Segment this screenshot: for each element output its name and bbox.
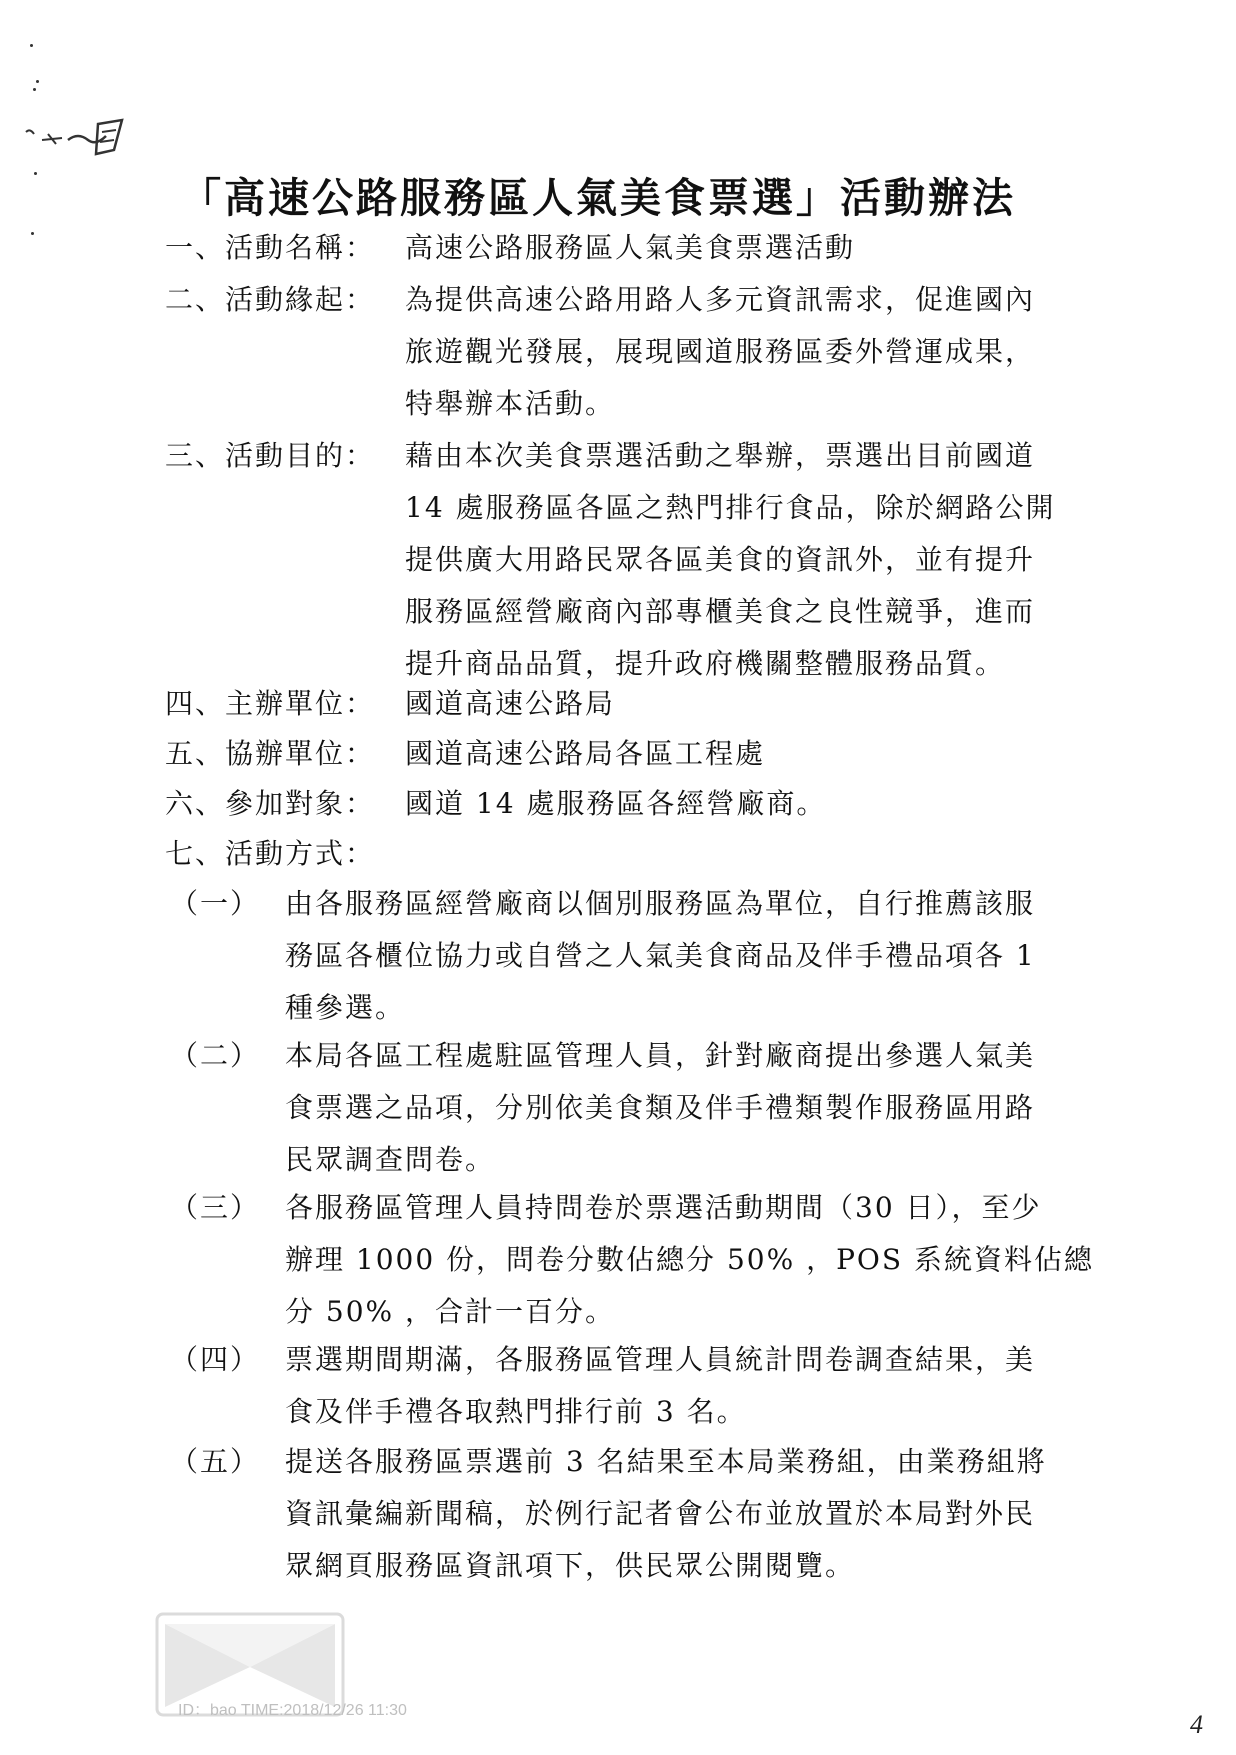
item-participants <box>165 778 1125 830</box>
scan-speck <box>34 172 37 175</box>
subitem-text: 眾網頁服務區資訊項下，供民眾公開閱覽。 <box>285 1549 856 1582</box>
item-text: 特舉辦本活動。 <box>405 387 616 420</box>
subitem-label: （二） <box>170 1039 261 1072</box>
subitem-1 <box>170 878 1130 1034</box>
subitem-label: （五） <box>170 1445 261 1478</box>
subitem-text: 食票選之品項，分別依美食類及伴手禮類製作服務區用路 <box>285 1091 1036 1124</box>
item-label: 四、主辦單位： <box>165 687 376 720</box>
subitem-text: 資訊彙編新聞稿，於例行記者會公布並放置於本局對外民 <box>285 1497 1036 1530</box>
scan-speck <box>33 88 36 91</box>
subitem-text: 各服務區管理人員持問卷於票選活動期間（30 日），至少 <box>285 1191 1042 1224</box>
subitem-text: 務區各櫃位協力或自營之人氣美食商品及伴手禮品項各 1 <box>285 939 1036 972</box>
item-text: 國道 14 處服務區各經營廠商。 <box>405 787 827 820</box>
item-text: 為提供高速公路用路人多元資訊需求，促進國內 <box>405 283 1036 316</box>
subitem-text: 辦理 1000 份，問卷分數佔總分 50% ，POS 系統資料佔總 <box>285 1243 1094 1276</box>
item-activity-origin <box>165 274 1125 430</box>
subitem-label: （四） <box>170 1343 261 1376</box>
item-text: 提升商品品質，提升政府機關整體服務品質。 <box>405 647 1006 680</box>
item-text: 高速公路服務區人氣美食票選活動 <box>405 231 856 264</box>
item-text: 藉由本次美食票選活動之舉辦，票選出目前國道 <box>405 439 1036 472</box>
subitem-text: 票選期間期滿，各服務區管理人員統計問卷調查結果，美 <box>285 1343 1036 1376</box>
subitem-4 <box>170 1334 1130 1438</box>
item-text: 14 處服務區各區之熱門排行食品，除於網路公開 <box>405 491 1056 524</box>
page-number: 4 <box>1190 1710 1203 1739</box>
subitem-text: 由各服務區經營廠商以個別服務區為單位，自行推薦該服 <box>285 887 1036 920</box>
subitem-label: （一） <box>170 887 261 920</box>
item-text: 提供廣大用路民眾各區美食的資訊外，並有提升 <box>405 543 1036 576</box>
subitem-text: 提送各服務區票選前 3 名結果至本局業務組，由業務組將 <box>285 1445 1047 1478</box>
subitem-2 <box>170 1030 1130 1186</box>
document-title: 「高速公路服務區人氣美食票選」活動辦法 <box>180 174 1016 222</box>
item-label: 三、活動目的： <box>165 439 376 472</box>
item-activity-purpose <box>165 430 1125 690</box>
subitem-text: 民眾調查問卷。 <box>285 1143 496 1176</box>
item-label: 五、協辦單位： <box>165 737 376 770</box>
subitem-text: 食及伴手禮各取熱門排行前 3 名。 <box>285 1395 747 1428</box>
item-label: 二、活動緣起： <box>165 283 376 316</box>
subitem-text: 種參選。 <box>285 991 406 1024</box>
item-organizer <box>165 678 1125 730</box>
subitem-5 <box>170 1436 1130 1592</box>
item-text: 國道高速公路局 <box>405 687 616 720</box>
item-label: 七、活動方式： <box>165 837 376 870</box>
item-activity-name <box>165 222 1125 274</box>
subitem-text: 本局各區工程處駐區管理人員，針對廠商提出參選人氣美 <box>285 1039 1036 1072</box>
subitem-text: 分 50% ，合計一百分。 <box>285 1295 616 1328</box>
watermark-text: ID：bao TIME:2018/12/26 11:30 <box>178 1702 407 1719</box>
handwritten-mark-icon <box>18 110 128 160</box>
item-label: 六、參加對象： <box>165 787 376 820</box>
item-co-organizer <box>165 728 1125 780</box>
item-text: 旅遊觀光發展，展現國道服務區委外營運成果， <box>405 335 1036 368</box>
item-text: 服務區經營廠商內部專櫃美食之良性競爭，進而 <box>405 595 1036 628</box>
scan-speck <box>30 44 33 47</box>
subitem-3 <box>170 1182 1130 1338</box>
item-text: 國道高速公路局各區工程處 <box>405 737 766 770</box>
subitem-label: （三） <box>170 1191 261 1224</box>
item-label: 一、活動名稱： <box>165 231 376 264</box>
scan-speck <box>36 80 39 83</box>
scan-speck <box>31 232 34 235</box>
